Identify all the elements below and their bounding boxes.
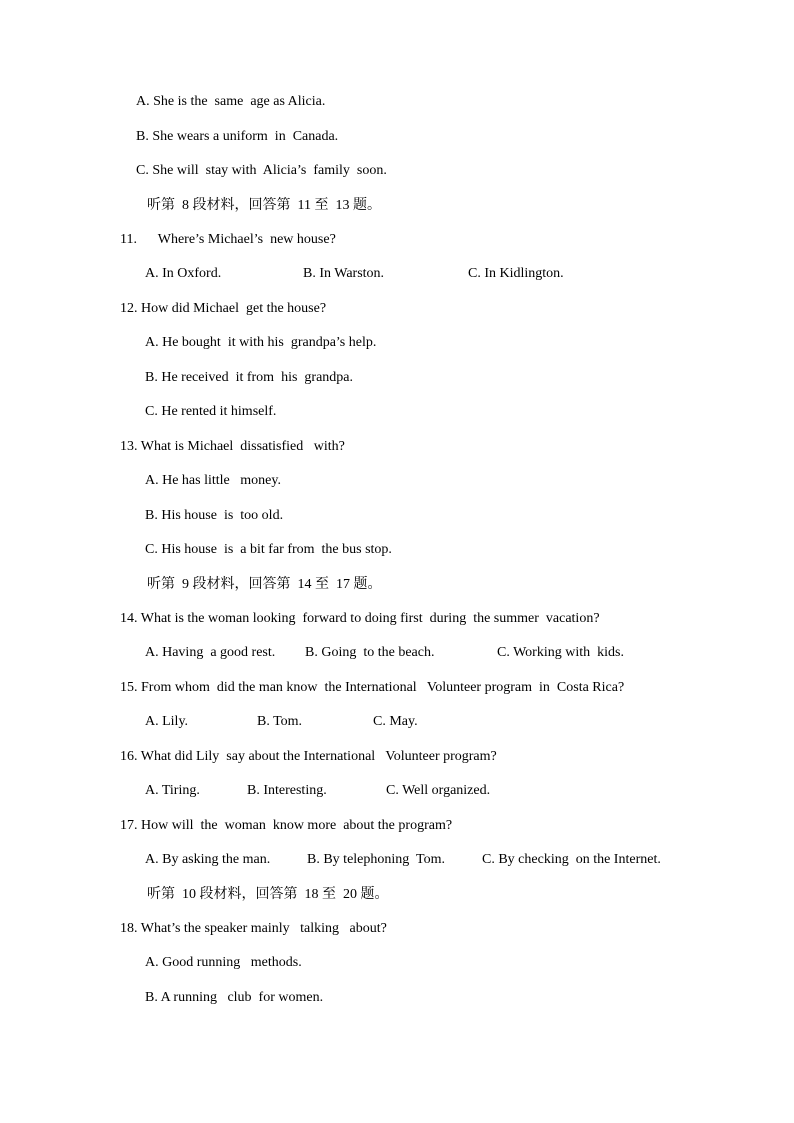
- question-15: 15. From whom did the man know the International Volunteer program in Costa Rica?: [120, 680, 625, 695]
- q12-option-c: C. He rented it himself.: [145, 404, 277, 419]
- q13-option-b: B. His house is too old.: [145, 508, 284, 523]
- q15-option-a: A. Lily.: [145, 714, 189, 729]
- question-16: 16. What did Lily say about the International Volunteer program?: [120, 749, 497, 764]
- q10-option-b: B. She wears a uniform in Canada.: [136, 129, 339, 144]
- question-18: 18. What’s the speaker mainly talking about?: [120, 921, 387, 936]
- q11-option-a: A. In Oxford.: [145, 266, 222, 281]
- question-13: 13. What is Michael dissatisfied with?: [120, 439, 345, 454]
- q15-option-b: B. Tom.: [257, 714, 303, 729]
- section-10-instruction: 听第 10 段材料，回答第 18 至 20 题。: [147, 887, 389, 902]
- q12-option-b: B. He received it from his grandpa.: [145, 370, 353, 385]
- q15-option-c: C. May.: [373, 714, 418, 729]
- question-17: 17. How will the woman know more about the program?: [120, 818, 453, 833]
- q18-option-a: A. Good running methods.: [145, 955, 302, 970]
- q11-option-c: C. In Kidlington.: [468, 266, 564, 281]
- q18-option-b: B. A running club for women.: [145, 990, 324, 1005]
- q16-option-a: A. Tiring.: [145, 783, 200, 798]
- q17-option-b: B. By telephoning Tom.: [307, 852, 445, 867]
- q16-option-c: C. Well organized.: [386, 783, 491, 798]
- question-14: 14. What is the woman looking forward to doing first during the summer vacation?: [120, 611, 600, 626]
- q10-option-c: C. She will stay with Alicia’s family soon.: [136, 163, 387, 178]
- section-8-instruction: 听第 8 段材料，回答第 11 至 13 题。: [147, 198, 381, 213]
- q13-option-c: C. His house is a bit far from the bus stop.: [145, 542, 392, 557]
- q10-option-a: A. She is the same age as Alicia.: [136, 94, 326, 109]
- q14-option-c: C. Working with kids.: [497, 645, 624, 660]
- q14-option-a: A. Having a good rest.: [145, 645, 276, 660]
- q17-option-c: C. By checking on the Internet.: [482, 852, 661, 867]
- q17-option-a: A. By asking the man.: [145, 852, 271, 867]
- question-11: 11. Where’s Michael’s new house?: [120, 232, 336, 247]
- q14-option-b: B. Going to the beach.: [305, 645, 435, 660]
- q12-option-a: A. He bought it with his grandpa’s help.: [145, 335, 377, 350]
- q13-option-a: A. He has little money.: [145, 473, 281, 488]
- section-9-instruction: 听第 9 段材料，回答第 14 至 17 题。: [147, 577, 382, 592]
- q16-option-b: B. Interesting.: [247, 783, 327, 798]
- question-12: 12. How did Michael get the house?: [120, 301, 327, 316]
- q11-option-b: B. In Warston.: [303, 266, 385, 281]
